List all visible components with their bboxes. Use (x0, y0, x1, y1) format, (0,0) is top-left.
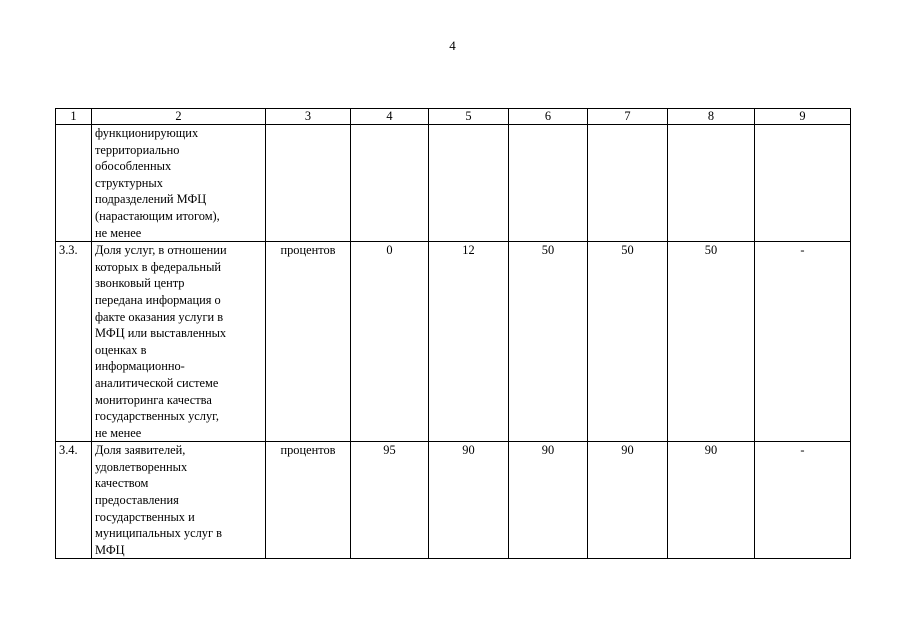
table-row (56, 242, 851, 442)
column-number: 5 (429, 109, 509, 125)
unit-cell: процентов (266, 242, 351, 442)
value-cell (351, 125, 429, 242)
value-cell: 90 (668, 442, 755, 559)
value-cell: 0 (351, 242, 429, 442)
column-number: 3 (266, 109, 351, 125)
indicators-table (55, 108, 851, 559)
value-cell (755, 125, 851, 242)
table-row (56, 125, 851, 242)
column-number: 6 (509, 109, 588, 125)
column-number: 9 (755, 109, 851, 125)
column-number: 2 (92, 109, 266, 125)
indicator-name: Доля заявителей, удовлетворенных качеством предоставления государственных и муниципальных услуг в МФЦ (92, 442, 266, 559)
value-cell: 95 (351, 442, 429, 559)
row-number: 3.3. (56, 242, 92, 442)
value-cell: 90 (509, 442, 588, 559)
column-number-row (56, 109, 851, 125)
value-cell (668, 125, 755, 242)
column-number: 7 (588, 109, 668, 125)
indicator-name: Доля услуг, в отношении которых в федеральный звонковый центр передана информация о факте оказания услуги в МФЦ или выставленных оценках в информационно- аналитической системе мониторинга качества государственных услуг, не менее (92, 242, 266, 442)
value-cell: 90 (588, 442, 668, 559)
value-cell: 50 (668, 242, 755, 442)
value-cell: 12 (429, 242, 509, 442)
value-cell (588, 125, 668, 242)
column-number: 1 (56, 109, 92, 125)
unit-cell (266, 125, 351, 242)
value-cell (509, 125, 588, 242)
page-number: 4 (449, 38, 456, 53)
value-cell: 50 (509, 242, 588, 442)
value-cell: 50 (588, 242, 668, 442)
value-cell: - (755, 242, 851, 442)
value-cell: 90 (429, 442, 509, 559)
unit-cell: процентов (266, 442, 351, 559)
value-cell: - (755, 442, 851, 559)
row-number: 3.4. (56, 442, 92, 559)
column-number: 4 (351, 109, 429, 125)
row-number (56, 125, 92, 242)
indicator-name: функционирующих территориально обособленных структурных подразделений МФЦ (нарастающим итогом), не менее (92, 125, 266, 242)
column-number: 8 (668, 109, 755, 125)
table-row (56, 442, 851, 559)
value-cell (429, 125, 509, 242)
